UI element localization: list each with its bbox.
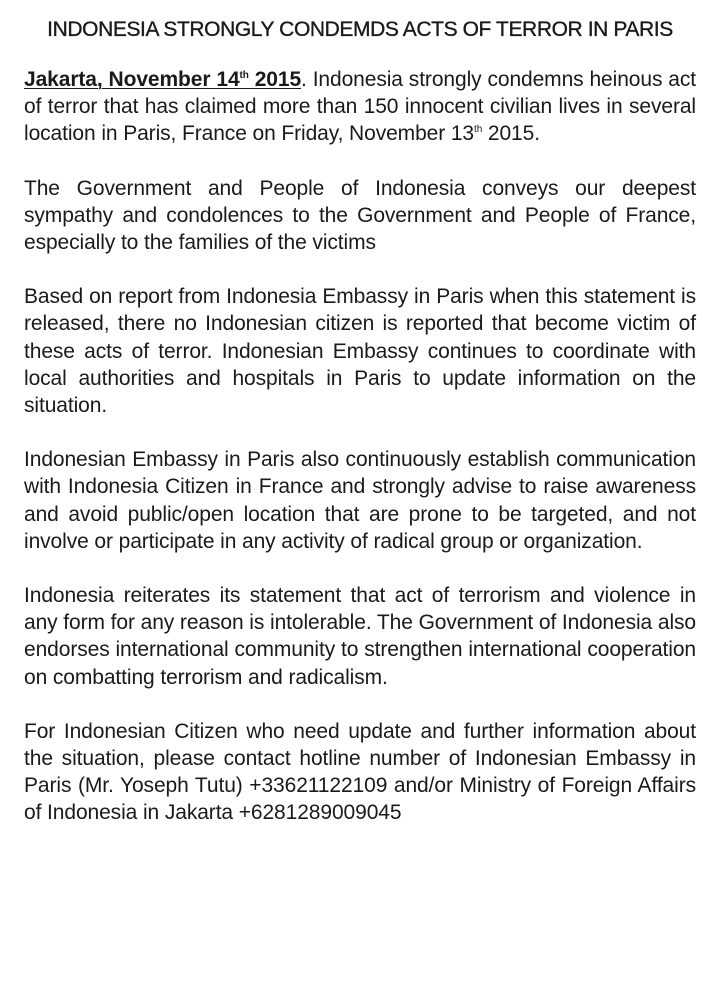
lead-ordinal: th	[474, 124, 483, 136]
paragraph-sympathy: The Government and People of Indonesia conveys our deepest sympathy and condolences to the Government and People of France, especially to the families of the victims	[24, 176, 696, 255]
dateline	[24, 68, 301, 91]
dateline-text: Jakarta, November 14	[24, 68, 240, 91]
lead-paragraph	[24, 66, 696, 148]
lead-text: . Indonesia strongly condemns heinous act of terror that has claimed more than 150 innocent civilian lives in several location in Paris, France on Friday, November 13	[24, 68, 696, 146]
paragraph-hotline-contact: For Indonesian Citizen who need update and further information about the situation, please contact hotline number of Indonesian Embassy in Paris (Mr. Yoseph Tutu) +33621122109 and/or Ministry of Foreign Affairs of Indonesia in Jakarta +6281289009045	[24, 719, 696, 825]
dateline-ordinal: th	[239, 70, 249, 81]
dateline-year: 2015	[248, 68, 302, 91]
lead-text-end: 2015.	[482, 122, 540, 146]
page-title: INDONESIA STRONGLY CONDEMDS ACTS OF TERROR IN PARIS	[47, 18, 673, 41]
paragraph-embassy-report: Based on report from Indonesia Embassy in Paris when this statement is released, there no Indonesian citizen is reported that become victim of these acts of terror. Indonesian Embassy continues to coordinate with local authorities and hospitals in Paris to update information on the situation.	[24, 285, 696, 418]
paragraph-citizen-advice: Indonesian Embassy in Paris also continuously establish communication with Indonesia Citizen in France and strongly advise to raise awareness and avoid public/open location that are prone to be targeted, and not involve or participate in any activity of radical group or organization.	[24, 448, 696, 553]
paragraph-terrorism-statement: Indonesia reiterates its statement that act of terrorism and violence in any form for any reason is intolerable. The Government of Indonesia also endorses international community to strengthen international cooperation on combatting terrorism and radicalism.	[24, 584, 696, 689]
